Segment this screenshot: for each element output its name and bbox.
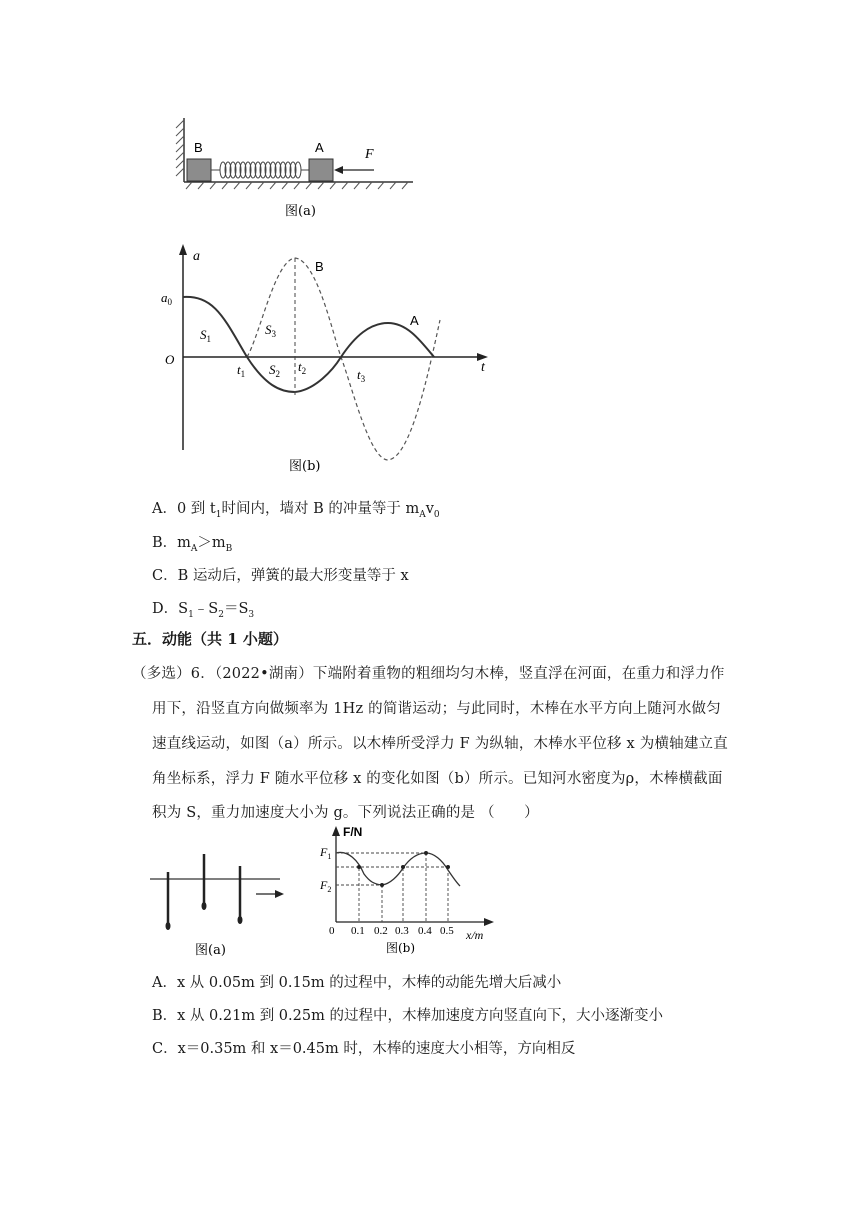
- tick-0.3: 0.3: [395, 925, 409, 937]
- tick-0.4: 0.4: [418, 925, 432, 937]
- s2-label: $S_2$: [269, 362, 280, 379]
- question6-line5: 积为 S，重力加速度大小为 g。下列说法正确的是 （ ）: [152, 805, 539, 821]
- question6-line4: 角坐标系，浮力 F 随水平位移 x 的变化如图（b）所示。已知河水密度为ρ，木棒横截面: [152, 771, 723, 787]
- x-axis-label-position: x/m: [466, 928, 484, 942]
- a0-label: $a_0$: [161, 290, 172, 307]
- f1-label: $F_1$: [320, 845, 332, 861]
- s1-label: $S_1$: [200, 327, 211, 344]
- caption-fig-a-bottom: 图(a): [195, 943, 226, 958]
- option-b-q5: B．$m_A>m_B$: [152, 535, 233, 554]
- tick-0.5: 0.5: [440, 925, 454, 937]
- question6-line3: 速直线运动，如图（a）所示。以木棒所受浮力 F 为纵轴，木棒水平位移 x 为横轴建立直: [152, 736, 728, 752]
- option-c-q6: C．x＝0.35m 和 x＝0.45m 时，木棒的速度大小相等，方向相反: [152, 1041, 576, 1057]
- y-axis-label-force: F/N: [343, 825, 363, 839]
- curve-a-solid: [183, 297, 434, 392]
- t2-label: $t_2$: [298, 359, 307, 376]
- curve-a-label: A: [410, 313, 419, 328]
- x-axis-label: t: [481, 360, 485, 375]
- s3-label: $S_3$: [265, 322, 276, 339]
- caption-fig-b-bottom: 图(b): [386, 941, 416, 955]
- label-a: A: [315, 140, 324, 155]
- block-a: [309, 159, 333, 181]
- label-force: F: [365, 147, 374, 162]
- option-a-q6: A．x 从 0.05m 到 0.15m 的过程中，木棒的动能先增大后减小: [152, 975, 562, 991]
- figure-b-force-graph: [318, 822, 503, 957]
- option-b-q6: B．x 从 0.21m 到 0.25m 的过程中，木棒加速度方向竖直向下，大小逐渐变小: [152, 1008, 663, 1024]
- tick-0: 0: [329, 925, 335, 937]
- question6-line1: （多选）6．（2022•湖南）下端附着重物的粗细均匀木棒，竖直浮在河面，在重力和浮力作: [132, 666, 725, 682]
- tick-0.2: 0.2: [374, 925, 388, 937]
- figure-a-floating-rods: [148, 842, 288, 960]
- caption-fig-a: 图(a): [285, 204, 316, 219]
- question6-line2: 用下，沿竖直方向做频率为 1Hz 的简谐运动；与此同时，木棒在水平方向上随河水做匀: [152, 701, 721, 717]
- curve-b-dashed: [247, 258, 440, 460]
- section-heading: 五．动能（共 1 小题）: [132, 630, 288, 648]
- option-a-q5: A．0 到 $t_1$时间内，墙对 B 的冲量等于 $m_Av_0$: [152, 501, 440, 520]
- force-curve: [336, 852, 460, 886]
- figure-b-acceleration-graph: [155, 240, 500, 480]
- figure-a-spring-system: [170, 108, 430, 223]
- y-axis-label: a: [193, 249, 200, 264]
- origin-label: O: [165, 352, 175, 367]
- t3-label: $t_3$: [357, 367, 366, 384]
- option-d-q5: D．$S_1﹣S_2=S_3$: [152, 601, 255, 620]
- t1-label: $t_1$: [237, 362, 246, 379]
- f2-label: $F_2$: [320, 878, 332, 894]
- tick-0.1: 0.1: [351, 925, 365, 937]
- spring: [211, 162, 309, 178]
- label-b: B: [194, 140, 203, 155]
- block-b: [187, 159, 211, 181]
- caption-fig-b: 图(b): [289, 459, 321, 474]
- option-c-q5: C．B 运动后，弹簧的最大形变量等于 x: [152, 568, 409, 584]
- curve-b-label: B: [315, 259, 324, 274]
